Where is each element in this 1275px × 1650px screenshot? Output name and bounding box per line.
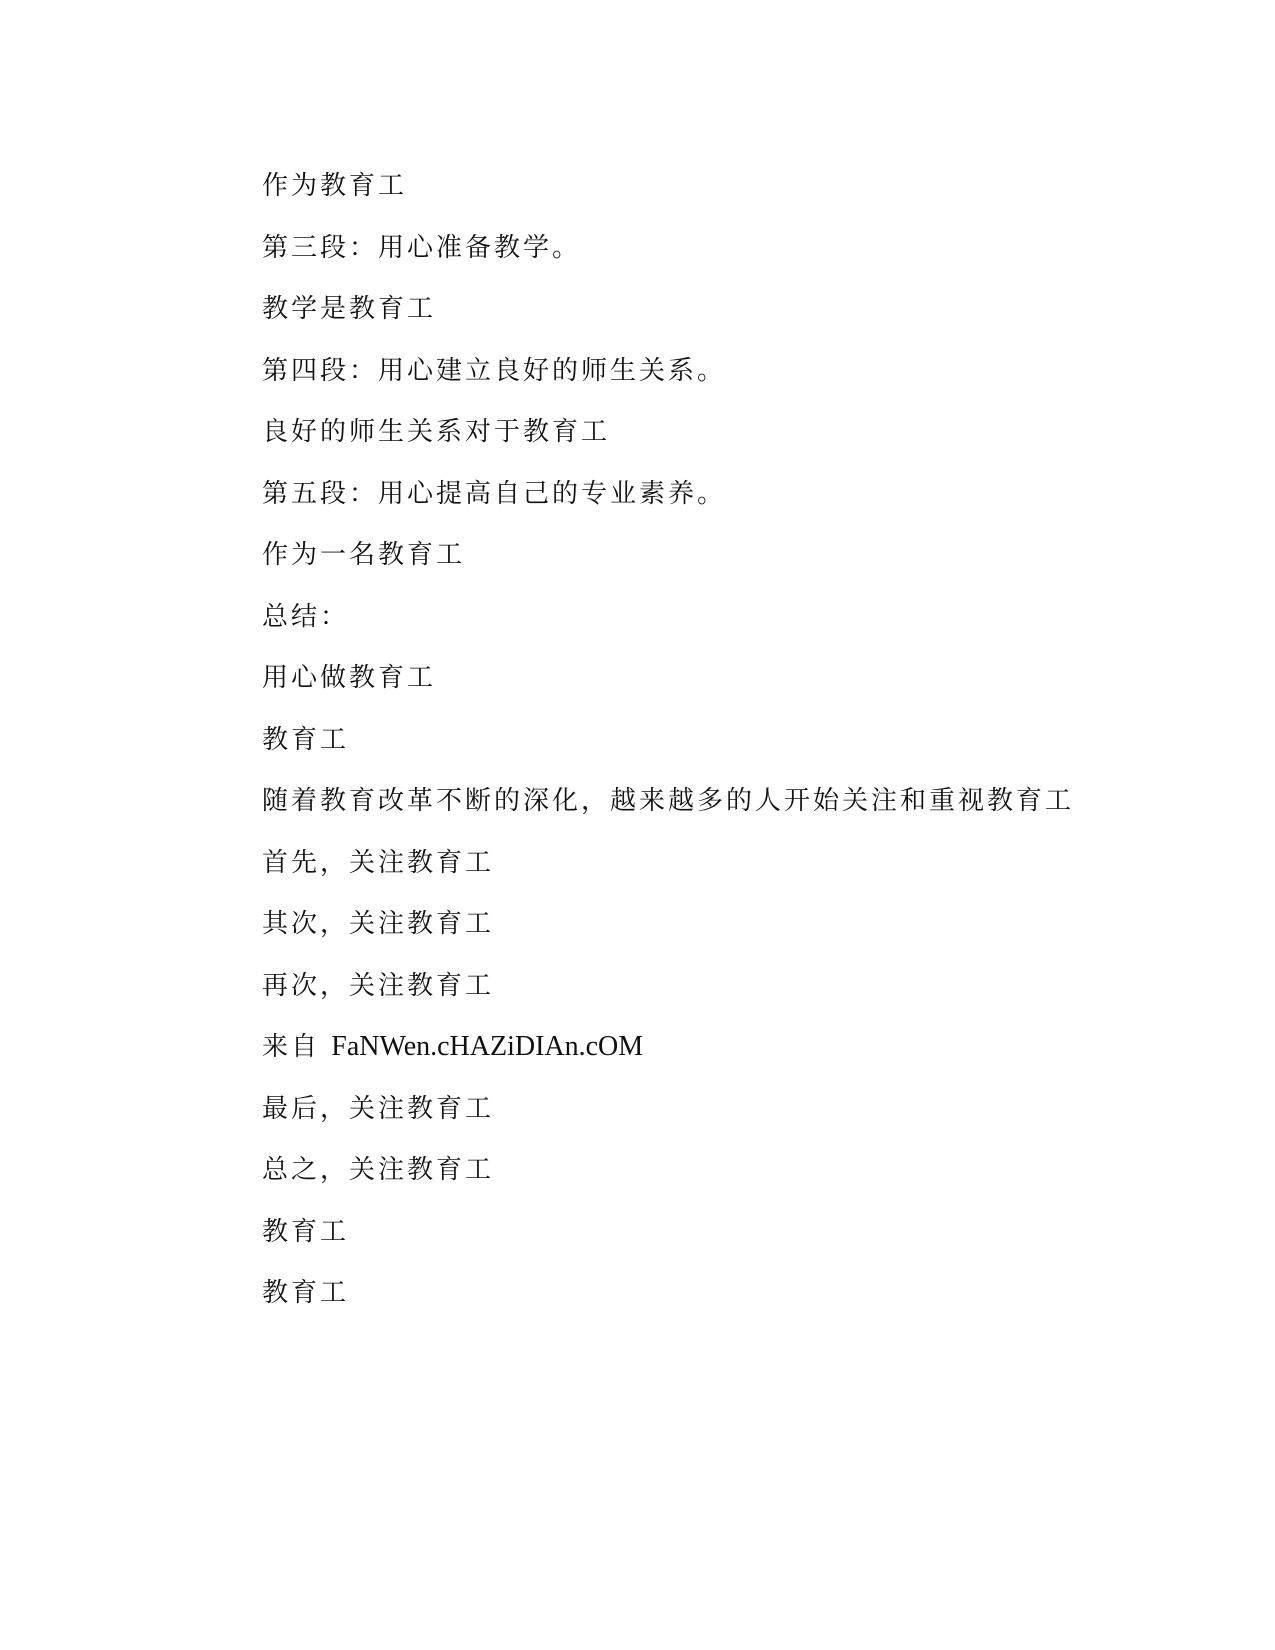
section-heading: 第四段：用心建立良好的师生关系。 (262, 355, 727, 386)
paragraph-line: 总之，关注教育工 (262, 1155, 495, 1185)
paragraph-line: 再次，关注教育工 (262, 970, 495, 1001)
paragraph-line: 教育工 (262, 1278, 350, 1308)
paragraph-line: 随着教育改革不断的深化，越来越多的人开始关注和重视教育工 (262, 786, 1075, 816)
section-heading: 第五段：用心提高自己的专业素养。 (262, 478, 727, 509)
paragraph-line: 作为教育工 (262, 171, 408, 201)
paragraph-line: 教育工 (262, 724, 350, 755)
summary-heading: 总结： (262, 601, 350, 632)
section-heading: 第三段：用心准备教学。 (262, 232, 582, 263)
source-watermark-text: FaNWen.cHAZiDIAn.cOM (331, 1031, 644, 1062)
paragraph-line: 最后，关注教育工 (262, 1093, 495, 1124)
paragraph-line: 教育工 (262, 1216, 350, 1247)
paragraph-line: 其次，关注教育工 (262, 909, 495, 939)
paragraph-line: 教学是教育工 (262, 294, 437, 324)
source-line (262, 1027, 1082, 1089)
document-body (262, 166, 1082, 1335)
paragraph-line: 首先，关注教育工 (262, 847, 495, 878)
source-prefix: 来自 (262, 1032, 321, 1062)
paragraph-line: 作为一名教育工 (262, 540, 466, 570)
paragraph-line: 良好的师生关系对于教育工 (262, 417, 611, 447)
paragraph-line: 用心做教育工 (262, 663, 437, 693)
